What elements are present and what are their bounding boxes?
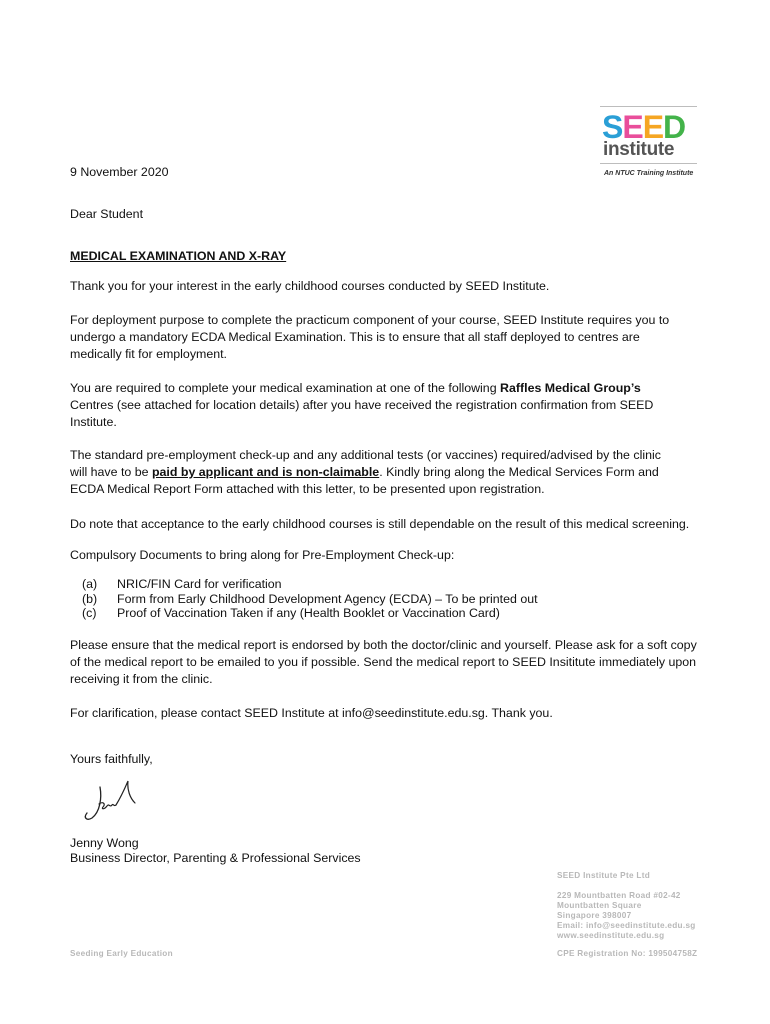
list-item-text: Proof of Vaccination Taken if any (Health Booklet or Vaccination Card) <box>117 606 500 620</box>
signer-name: Jenny Wong <box>70 836 139 850</box>
required-text: You are required to complete your medical examination at one of the following <box>70 381 501 395</box>
paragraph-deployment-line: undergo a mandatory ECDA Medical Examination. This is to ensure that all staff deployed to centres are <box>70 330 640 344</box>
list-item-text: NRIC/FIN Card for verification <box>117 577 282 591</box>
letter-date: 9 November 2020 <box>70 165 169 179</box>
paragraph-clarification: For clarification, please contact SEED Institute at info@seedinstitute.edu.sg. Thank you. <box>70 706 553 720</box>
documents-list <box>82 577 538 621</box>
footer-cpe-registration: CPE Registration No: 199504758Z <box>557 949 698 958</box>
non-claimable-notice: paid by applicant and is non-claimable <box>151 465 380 479</box>
logo-divider-bottom <box>600 163 697 164</box>
list-marker: (c) <box>82 606 97 620</box>
paragraph-payment-line: The standard pre-employment check-up and any additional tests (or vaccines) required/advised by the clinic <box>70 448 661 462</box>
raffles-medical-group: Raffles Medical Group’s <box>500 381 641 395</box>
footer-address-line: 229 Mountbatten Road #02-42 <box>557 891 681 900</box>
paragraph-report-line: receiving it from the clinic. <box>70 672 213 686</box>
list-marker: (b) <box>82 591 98 606</box>
logo-tagline: An NTUC Training Institute <box>604 170 694 177</box>
paragraph-report-line: Please ensure that the medical report is endorsed by both the doctor/clinic and yourself. Please ask for a soft copy <box>70 638 697 652</box>
footer-website: www.seedinstitute.edu.sg <box>557 931 665 940</box>
logo-letter: S <box>602 109 623 145</box>
paragraph-report-line: of the medical report to be emailed to you if possible. Send the medical report to SEED Insititute immediately upon <box>70 655 697 669</box>
letter-title: MEDICAL EXAMINATION AND X-RAY <box>70 249 287 263</box>
list-item <box>82 592 538 607</box>
footer-company-name: SEED Institute Pte Ltd <box>557 871 651 880</box>
payment-text: . Kindly bring along the Medical Services Form and <box>379 465 659 479</box>
handwritten-signature <box>78 778 138 828</box>
paragraph-documents-intro: Compulsory Documents to bring along for Pre-Employment Check-up: <box>70 548 455 562</box>
paragraph-payment-line <box>70 464 659 481</box>
logo-institute-text: institute <box>603 139 675 160</box>
paragraph-payment-line: ECDA Medical Report Form attached with this letter, to be presented upon registration. <box>70 482 545 496</box>
payment-text: will have to be <box>70 465 152 479</box>
paragraph-thanks: Thank you for your interest in the early childhood courses conducted by SEED Institute. <box>70 279 550 293</box>
paragraph-required-line: Centres (see attached for location details) after you have received the registration confirmation from SEED <box>70 398 654 412</box>
footer-company-info <box>557 871 697 959</box>
paragraph-acceptance: Do note that acceptance to the early childhood courses is still dependable on the result of this medical screening. <box>70 517 690 531</box>
paragraph-required-line <box>70 380 641 397</box>
paragraph-required-line: Institute. <box>70 415 117 429</box>
seed-institute-logo <box>600 106 700 180</box>
list-item-text: Form from Early Childhood Development Agency (ECDA) – To be printed out <box>117 591 538 606</box>
list-item <box>82 606 538 621</box>
footer-email: Email: info@seedinstitute.edu.sg <box>557 921 696 930</box>
salutation: Dear Student <box>70 207 144 221</box>
logo-letter: E <box>622 109 643 145</box>
signer-title: Business Director, Parenting & Professional Services <box>70 851 361 865</box>
paragraph-deployment-line: medically fit for employment. <box>70 347 228 361</box>
footer-address-line: Singapore 398007 <box>557 911 632 920</box>
paragraph-deployment-line: For deployment purpose to complete the practicum component of your course, SEED Institute requires you to <box>70 313 670 327</box>
logo-divider-top <box>600 106 697 107</box>
footer-address-line: Mountbatten Square <box>557 901 642 910</box>
footer-slogan: Seeding Early Education <box>70 949 173 958</box>
list-marker: (a) <box>82 577 98 591</box>
logo-letter: E <box>642 109 664 145</box>
closing: Yours faithfully, <box>70 752 153 766</box>
list-item <box>82 577 538 592</box>
logo-letter: D <box>663 109 686 145</box>
